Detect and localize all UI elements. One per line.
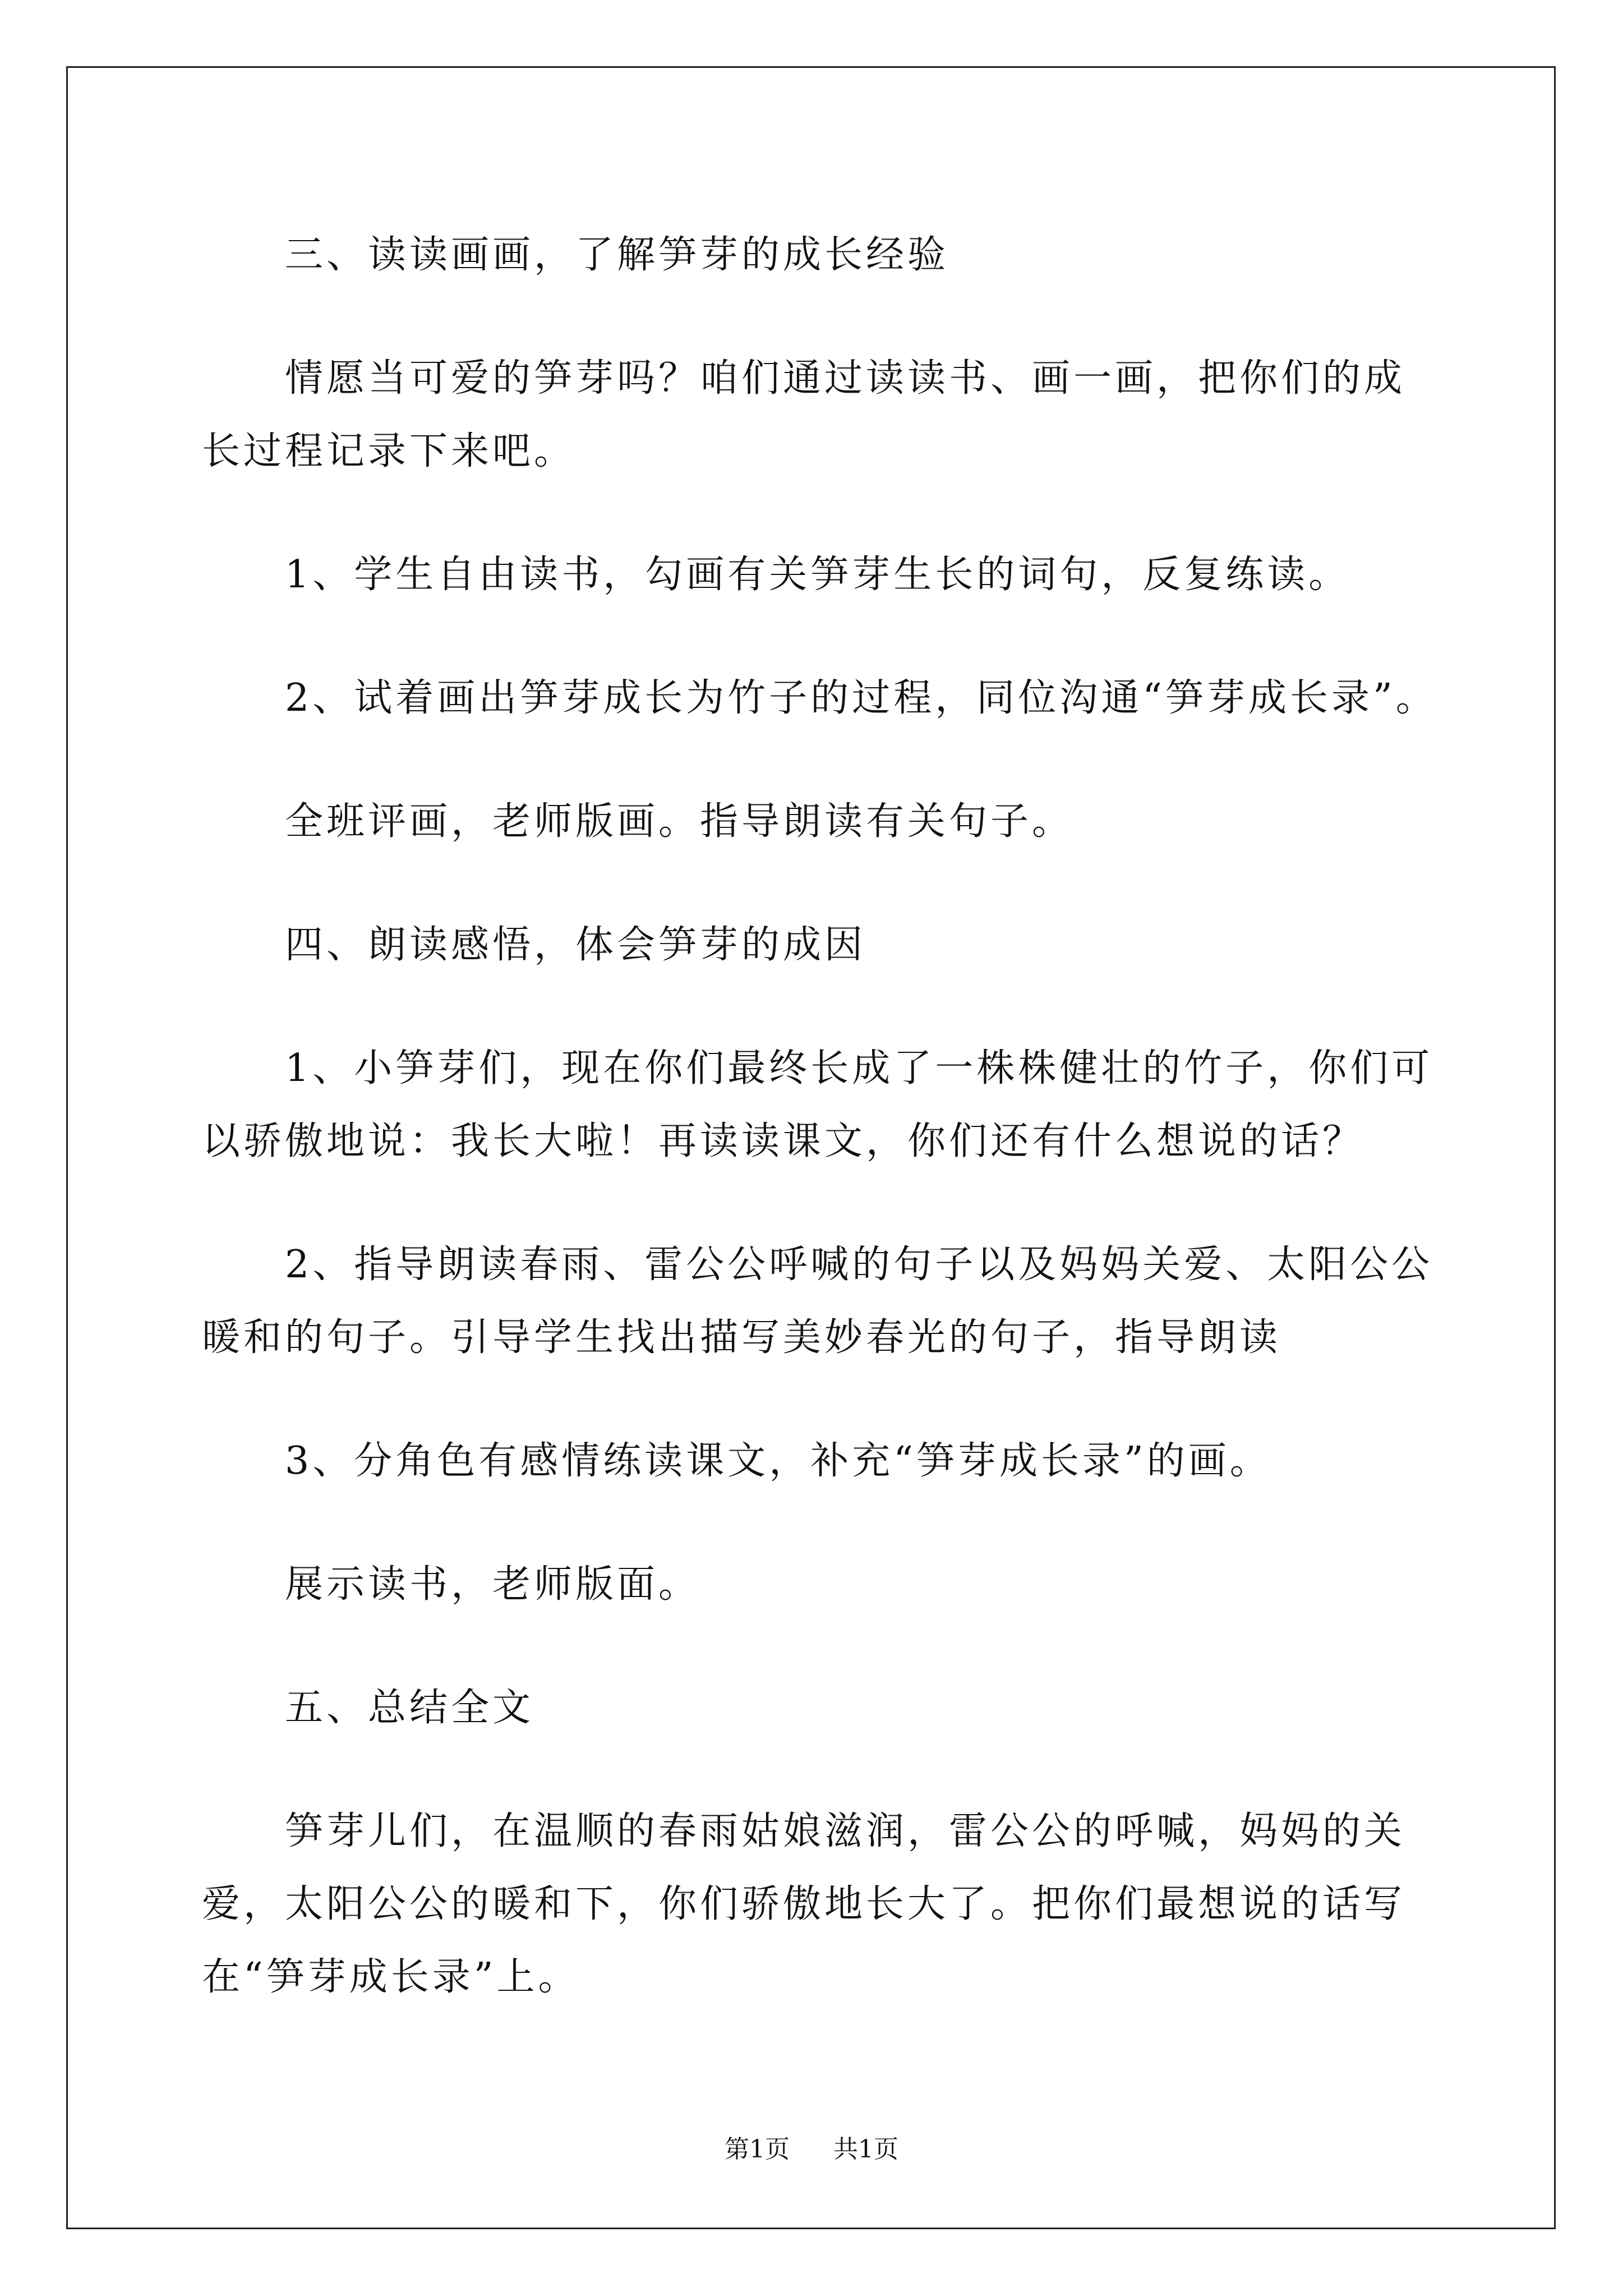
section-heading-4: 四、朗读感悟，体会笋芽的成因 [285,923,866,967]
document-body [202,219,1436,2064]
paragraph: 笋芽儿们，在温顺的春雨姑娘滋润，雷公公的呼喊，妈妈的关爱，太阳公公的暖和下，你们骄傲地长大了。把你们最想说的话写在“笋芽成长录”上。 [202,1809,1406,1999]
paragraph: 展示读书，老师版面。 [285,1562,700,1607]
paragraph: 1、学生自由读书，勾画有关笋芽生长的词句，反复练读。 [285,553,1350,597]
section-heading-5: 五、总结全文 [285,1686,534,1730]
paragraph: 2、指导朗读春雨、雷公公呼喊的句子以及妈妈关爱、太阳公公暖和的句子。引导学生找出描写美妙春光的句子，指导朗读 [202,1243,1433,1360]
paragraph: 2、试着画出笋芽成长为竹子的过程，同位沟通“笋芽成长录”。 [285,676,1437,720]
page-number: 第1页 [725,2135,790,2164]
paragraph: 3、分角色有感情练读课文，补充“笋芽成长录”的画。 [285,1439,1271,1483]
page-footer [0,2129,1623,2165]
paragraph: 情愿当可爱的笋芽吗？咱们通过读读书、画一画，把你们的成长过程记录下来吧。 [202,356,1406,473]
paragraph: 1、小笋芽们，现在你们最终长成了一株株健壮的竹子，你们可以骄傲地说：我长大啦！再读读课文，你们还有什么想说的话？ [202,1046,1433,1163]
section-heading-3: 三、读读画画，了解笋芽的成长经验 [285,233,949,277]
paragraph: 全班评画，老师版画。指导朗读有关句子。 [285,799,1074,844]
page-total: 共1页 [833,2135,898,2164]
